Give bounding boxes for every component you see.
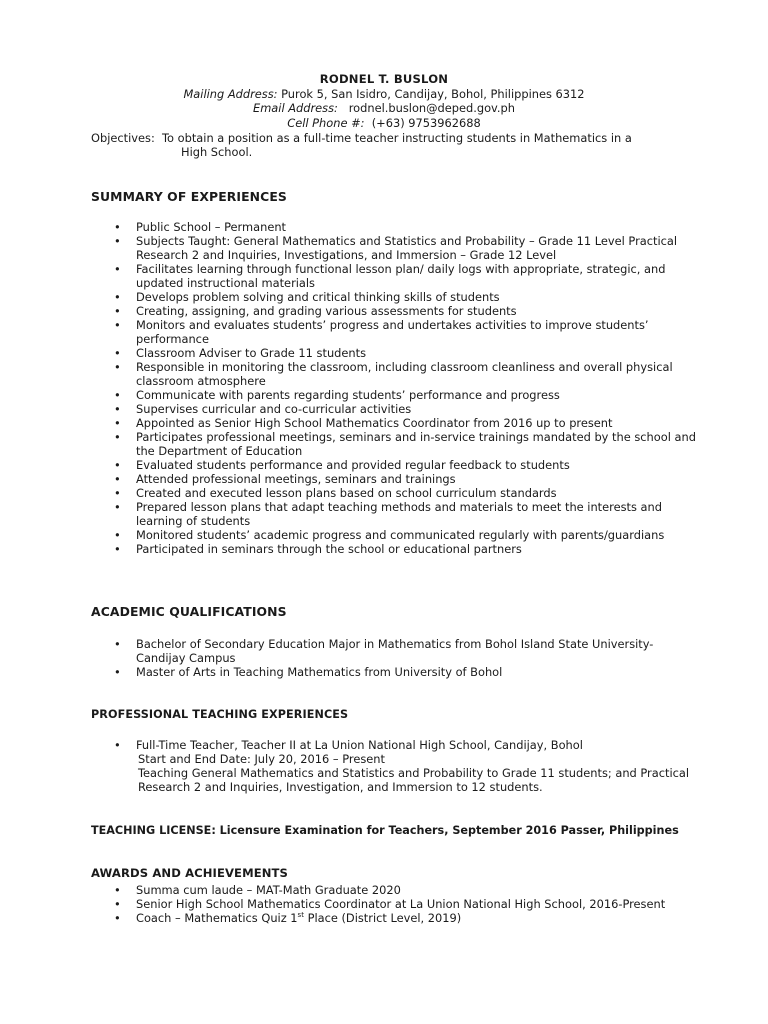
list-item-text: Creating, assigning, and grading various assessments for students xyxy=(136,304,517,318)
list-item xyxy=(0,430,700,458)
professional-heading: PROFESSIONAL TEACHING EXPERIENCES xyxy=(91,708,349,721)
list-item-text: Monitors and evaluates students’ progress and undertakes activities to improve students’ performance xyxy=(136,318,649,346)
list-item xyxy=(0,262,700,290)
list-item-text: Prepared lesson plans that adapt teaching methods and materials to meet the interests and learning of students xyxy=(136,500,662,528)
list-item xyxy=(0,360,700,388)
list-item-text: Participates professional meetings, seminars and in-service trainings mandated by the school and the Department of Education xyxy=(136,430,696,458)
cell-phone-label: Cell Phone #: xyxy=(287,116,365,130)
list-item-text: Attended professional meetings, seminars and trainings xyxy=(136,472,456,486)
list-item-text: Master of Arts in Teaching Mathematics from University of Bohol xyxy=(136,665,503,679)
academic-heading: ACADEMIC QUALIFICATIONS xyxy=(91,604,287,619)
list-item-text: Develops problem solving and critical thinking skills of students xyxy=(136,290,500,304)
list-item-text: Subjects Taught: General Mathematics and Statistics and Probability – Grade 11 Level Practical Research 2 and Inquiries, Investigations, and Immersion – Grade 12 Level xyxy=(136,234,678,262)
summary-list xyxy=(0,220,700,556)
professional-description: Teaching General Mathematics and Statistics and Probability to Grade 11 students; and Practical Research 2 and Inquiries, Investigation, and Immersion to 12 students. xyxy=(138,766,690,794)
award-text-part: Place (District Level, 2019) xyxy=(303,911,462,925)
list-item xyxy=(0,665,700,679)
list-item xyxy=(0,388,700,402)
list-item xyxy=(0,220,700,234)
list-item-text: Responsible in monitoring the classroom, including classroom cleanliness and overall physical classroom atmosphere xyxy=(136,360,673,388)
academic-list xyxy=(0,637,700,679)
objective-text-line1: To obtain a position as a full-time teacher instructing students in Mathematics in a xyxy=(162,131,632,145)
list-item xyxy=(0,472,700,486)
email-address-label: Email Address: xyxy=(253,101,338,115)
professional-dates: Start and End Date: July 20, 2016 – Present xyxy=(138,752,385,766)
mailing-address-label: Mailing Address: xyxy=(183,87,278,101)
list-item xyxy=(0,528,700,542)
list-item xyxy=(0,738,700,794)
email-address-line xyxy=(0,101,768,115)
list-item xyxy=(0,318,700,346)
list-item xyxy=(0,897,700,911)
list-item xyxy=(0,402,700,416)
list-item xyxy=(0,234,700,262)
list-item-text: Participated in seminars through the school or educational partners xyxy=(136,542,522,556)
list-item-text: Created and executed lesson plans based on school curriculum standards xyxy=(136,486,557,500)
awards-heading: AWARDS AND ACHIEVEMENTS xyxy=(91,866,288,880)
list-item xyxy=(0,346,700,360)
professional-position: • Full-Time Teacher, Teacher II at La Union National High School, Candijay, Bohol xyxy=(136,738,583,752)
awards-list xyxy=(0,883,700,925)
objective xyxy=(91,131,691,159)
cell-phone-line xyxy=(0,116,768,130)
cell-phone-value: (+63) 9753962688 xyxy=(364,116,481,130)
mailing-address-value: Purok 5, San Isidro, Candijay, Bohol, Philippines 6312 xyxy=(277,87,585,101)
list-item xyxy=(0,416,700,430)
objective-text-line2: High School. xyxy=(181,145,253,159)
teaching-license: TEACHING LICENSE: Licensure Examination for Teachers, September 2016 Passer, Philippines xyxy=(91,824,679,837)
ordinal-suffix: st xyxy=(297,911,304,920)
list-item xyxy=(0,911,700,925)
list-item xyxy=(0,637,700,665)
applicant-name: RODNEL T. BUSLON xyxy=(319,72,449,86)
list-item xyxy=(0,883,700,897)
list-item-text: Appointed as Senior High School Mathematics Coordinator from 2016 up to present xyxy=(136,416,613,430)
email-address-value: rodnel.buslon@deped.gov.ph xyxy=(337,101,515,115)
mailing-address-line xyxy=(0,87,768,101)
list-item-text: Monitored students’ academic progress and communicated regularly with parents/guardians xyxy=(136,528,665,542)
list-item xyxy=(0,290,700,304)
list-item xyxy=(0,542,700,556)
list-item-text: Communicate with parents regarding students’ performance and progress xyxy=(136,388,560,402)
objective-label: Objectives: xyxy=(91,131,163,145)
award-text: Summa cum laude – MAT-Math Graduate 2020 xyxy=(136,883,401,897)
summary-heading: SUMMARY OF EXPERIENCES xyxy=(91,189,287,204)
list-item xyxy=(0,486,700,500)
list-item-text: Facilitates learning through functional lesson plan/ daily logs with appropriate, strategic, and updated instructional materials xyxy=(136,262,666,290)
list-item xyxy=(0,304,700,318)
award-text-part: Coach – Mathematics Quiz 1 xyxy=(136,911,298,925)
list-item-text: Bachelor of Secondary Education Major in Mathematics from Bohol Island State University-Candijay Campus xyxy=(136,637,654,665)
list-item-text: Supervises curricular and co-curricular activities xyxy=(136,402,412,416)
list-item-text: Evaluated students performance and provided regular feedback to students xyxy=(136,458,570,472)
list-item-text: Classroom Adviser to Grade 11 students xyxy=(136,346,367,360)
list-item xyxy=(0,500,700,528)
professional-list xyxy=(0,738,700,794)
list-item-text: Public School – Permanent xyxy=(136,220,287,234)
award-text: Senior High School Mathematics Coordinator at La Union National High School, 2016-Present xyxy=(136,897,666,911)
list-item xyxy=(0,458,700,472)
